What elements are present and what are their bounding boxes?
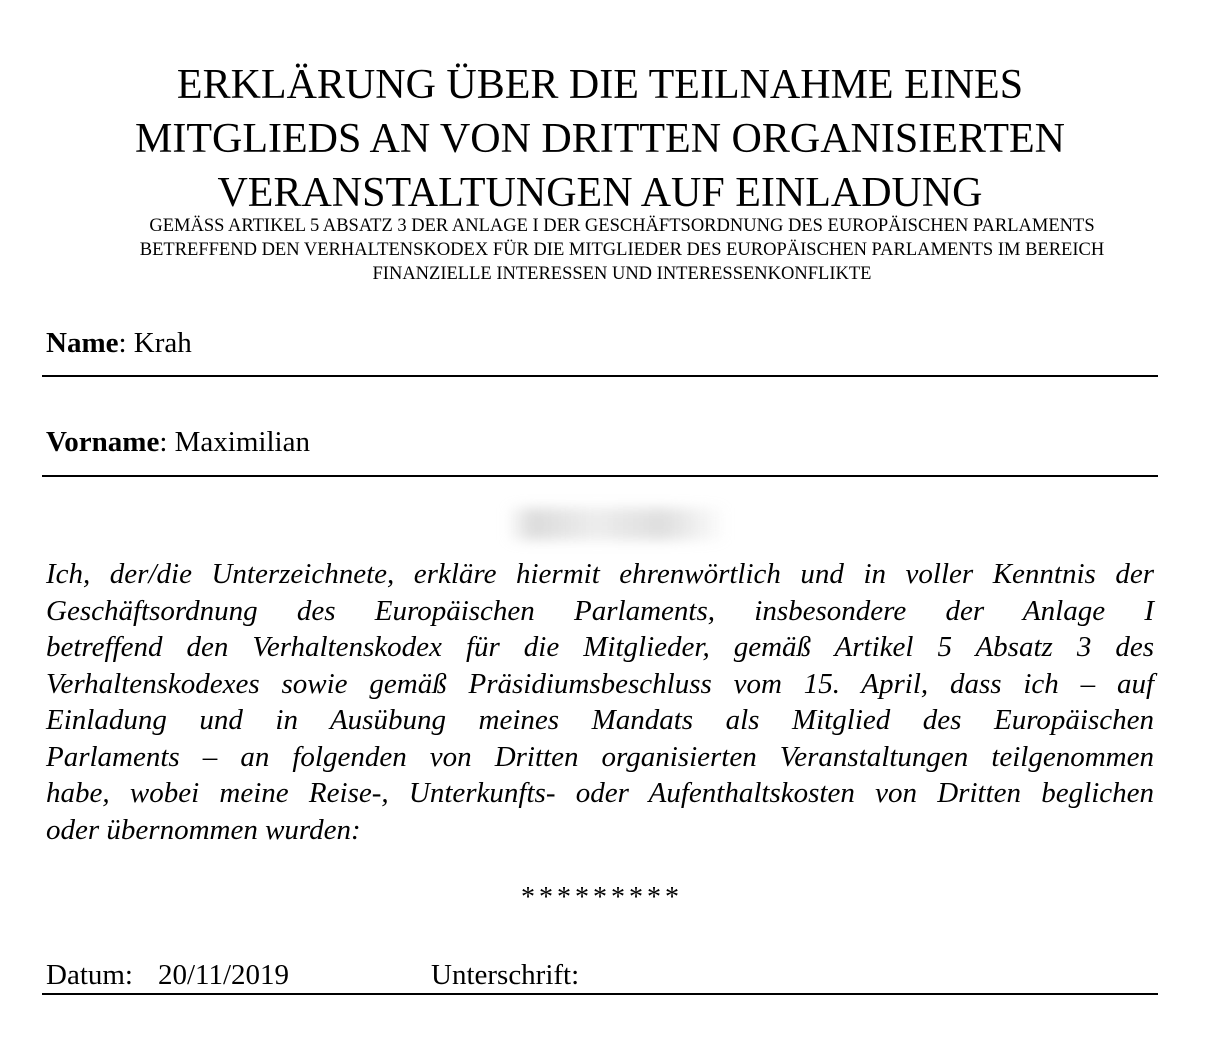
name-label: Name bbox=[46, 327, 119, 359]
separator-stars: ********* bbox=[521, 882, 683, 913]
declaration-line: Ich, der/die Unterzeichnete, erkläre hiermit ehrenwörtlich und in voller Kenntnis der bbox=[46, 558, 1154, 590]
declaration-line: oder übernommen wurden: bbox=[46, 813, 361, 846]
declaration-text bbox=[46, 556, 1154, 848]
signature-label: Unterschrift: bbox=[431, 959, 580, 991]
first-name-separator: : bbox=[159, 426, 175, 458]
first-name-underline bbox=[42, 475, 1158, 477]
subtitle-line: GEMÄSS ARTIKEL 5 ABSATZ 3 DER ANLAGE I DER GESCHÄFTSORDNUNG DES EUROPÄISCHEN PARLAMENTS bbox=[149, 216, 1095, 236]
declaration-line: Einladung und in Ausübung meines Mandats als Mitglied des Europäischen bbox=[46, 704, 1154, 736]
document-title bbox=[0, 58, 1200, 220]
document-subtitle bbox=[0, 214, 1224, 286]
first-name-value: Maximilian bbox=[174, 426, 310, 458]
title-line: ERKLÄRUNG ÜBER DIE TEILNAHME EINES bbox=[176, 62, 1024, 108]
subtitle-line: BETREFFEND DEN VERHALTENSKODEX FÜR DIE MITGLIEDER DES EUROPÄISCHEN PARLAMENTS IM BEREICH bbox=[139, 240, 1105, 260]
declaration-line: Verhaltenskodexes sowie gemäß Präsidiumsbeschluss vom 15. April, dass ich – auf bbox=[46, 667, 1154, 700]
date-label: Datum: bbox=[46, 959, 133, 991]
first-name-label: Vorname bbox=[46, 426, 160, 458]
declaration-line: habe, wobei meine Reise-, Unterkunfts- oder Aufenthaltskosten von Dritten beglichen bbox=[46, 777, 1154, 809]
title-line: VERANSTALTUNGEN AUF EINLADUNG bbox=[217, 170, 983, 216]
first-name-field bbox=[46, 425, 310, 459]
footer-underline bbox=[42, 993, 1158, 995]
name-value: Krah bbox=[133, 327, 192, 359]
name-underline bbox=[42, 375, 1158, 377]
name-separator: : bbox=[118, 327, 134, 359]
declaration-line: Parlaments – an folgenden von Dritten organisierten Veranstaltungen teilgenommen bbox=[46, 740, 1154, 773]
declaration-line: betreffend den Verhaltenskodex für die Mitglieder, gemäß Artikel 5 Absatz 3 des bbox=[46, 631, 1154, 663]
name-field bbox=[46, 326, 192, 360]
date-value: 20/11/2019 bbox=[158, 959, 290, 991]
redacted-area bbox=[506, 508, 728, 540]
subtitle-line: FINANZIELLE INTERESSEN UND INTERESSENKONFLIKTE bbox=[372, 264, 872, 284]
title-line: MITGLIEDS AN VON DRITTEN ORGANISIERTEN bbox=[135, 116, 1065, 162]
declaration-line: Geschäftsordnung des Europäischen Parlaments, insbesondere der Anlage I bbox=[46, 594, 1154, 627]
